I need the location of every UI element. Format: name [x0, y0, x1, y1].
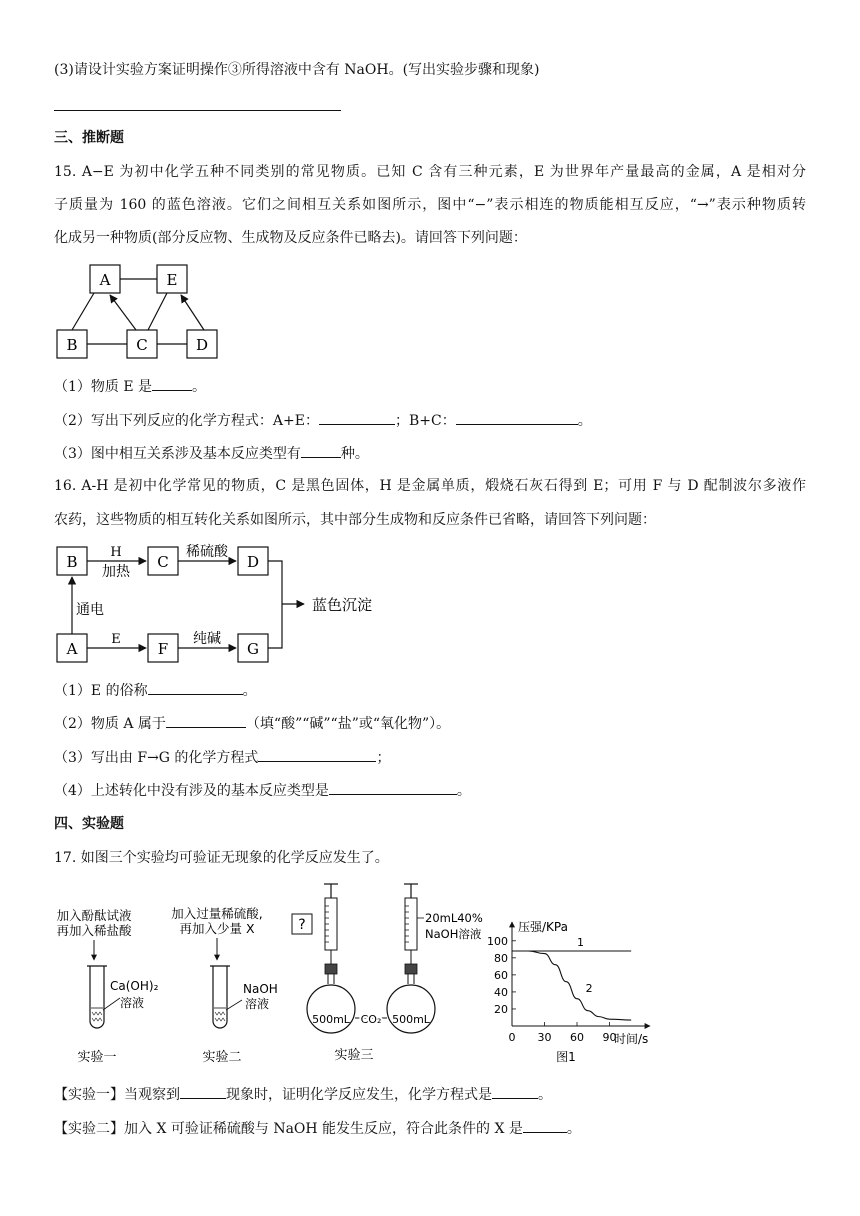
label-blue-precipitate: 蓝色沉淀: [312, 596, 373, 614]
q16-part3: （3）写出由 F→G 的化学方程式 ；: [54, 747, 806, 768]
gas-label: CO₂: [360, 1013, 382, 1026]
chart-y-tick-label: 80: [494, 951, 508, 965]
node-d: D: [195, 336, 209, 354]
chart-series-1-label: 1: [577, 936, 584, 950]
label-dilute-sulfuric-acid: 稀硫酸: [186, 544, 228, 560]
flask-volume-right: 500mL: [392, 1013, 430, 1026]
q15-relation-diagram: [54, 262, 224, 364]
section-heading-4: 四、实验题: [54, 816, 124, 832]
blank: [180, 1084, 226, 1099]
q16-part2: （2）物质 A 属于 （填“酸”“碱”“盐”或“氧化物”）。: [54, 713, 806, 734]
blank: [152, 376, 192, 391]
exp3-label: 实验三: [334, 1048, 374, 1063]
q15-part1: （1）物质 E 是 。: [54, 376, 806, 397]
q17-experiment-figure: [54, 876, 664, 1072]
node-b: B: [66, 336, 78, 354]
q16-part1: （1）E 的俗称 。: [54, 680, 806, 701]
chart-series-2-label: 2: [585, 981, 593, 995]
node-c: C: [136, 336, 148, 354]
node-c: C: [157, 553, 169, 571]
exp2-solution-formula: NaOH: [243, 982, 278, 996]
q16-conversion-diagram: [54, 542, 394, 667]
blank: [166, 713, 246, 728]
blank: [148, 680, 243, 695]
chart-y-tick-label: 100: [487, 934, 508, 948]
q16-line1: 16. A-H 是初中化学常见的物质，C 是黑色固体，H 是金属单质，煅烧石灰石得到 E；可用 F 与 D 配制波尔多液作: [54, 478, 806, 494]
label-e: E: [111, 632, 121, 647]
node-f: F: [157, 640, 169, 658]
label-soda-ash: 纯碱: [193, 631, 221, 647]
exp1-instruction-1: 加入酚酞试液: [56, 908, 132, 923]
q16-part4: （4）上述转化中没有涉及的基本反应类型是 。: [54, 780, 806, 801]
blank: [301, 443, 341, 458]
exp2-instruction-1: 加入过量稀硫酸,: [171, 906, 263, 921]
chart-x-tick-label: 0: [508, 1031, 516, 1044]
chart-x-tick-label: 30: [537, 1031, 552, 1044]
q15-part2: （2）写出下列反应的化学方程式：A+E： ；B+C： 。: [54, 410, 806, 431]
exp2-solution-word: 溶液: [245, 997, 270, 1011]
chart-x-tick-label: 60: [570, 1031, 584, 1044]
exp1-instruction-2: 再加入稀盐酸: [56, 923, 132, 938]
chart-series-2-line: [512, 951, 631, 1020]
chart-y-tick-label: 60: [494, 968, 508, 982]
q15-part3: （3）图中相互关系涉及基本反应类型有 种。: [54, 443, 806, 464]
answer-line: [54, 110, 341, 111]
q15-line1: 15. A−E 为初中化学五种不同类别的常见物质。已知 C 含有三种元素，E 为世界年产量最高的金属，A 是相对分: [54, 164, 806, 180]
exp1-label: 实验一: [77, 1050, 117, 1065]
blank: [329, 780, 457, 795]
exp3-reagent-concentration: 20mL40%: [425, 911, 483, 925]
label-h: H: [110, 545, 122, 560]
chart-y-axis-label: 压强/KPa: [518, 920, 568, 934]
label-heat: 加热: [102, 564, 130, 580]
q17-intro: 17. 如图三个实验均可验证无现象的化学反应发生了。: [54, 850, 389, 866]
blank: [456, 410, 578, 425]
chart-x-axis-label: 时间/s: [614, 1032, 649, 1046]
chart-x-tick-label: 90: [602, 1031, 617, 1044]
blank: [319, 410, 395, 425]
exp1-solution-formula: Ca(OH)₂: [110, 979, 159, 993]
node-b: B: [66, 553, 78, 571]
pressure-time-chart: [487, 920, 650, 1064]
chart-y-tick-label: 20: [494, 1002, 508, 1016]
chart-caption: 图1: [556, 1050, 576, 1064]
exp2-instruction-2: 再加入少量 X: [179, 921, 255, 936]
node-e: E: [166, 271, 178, 289]
exp3-reagent-name: NaOH溶液: [425, 927, 482, 941]
experiment-1: [56, 908, 158, 1065]
q16-line2: 农药，这些物质的相互转化关系如图所示，其中部分生成物和反应条件已省略，请回答下列问题：: [54, 512, 656, 528]
section-heading-3: 三、推断题: [54, 130, 124, 146]
q14-part3: (3)请设计实验方案证明操作③所得溶液中含有 NaOH。(写出实验步骤和现象): [54, 62, 540, 78]
chart-y-tick-label: 40: [494, 985, 508, 999]
unknown-reagent-mark: ?: [298, 917, 306, 933]
q17-exp1-question: 【实验一】当观察到 现象时，证明化学反应发生，化学方程式是 。: [54, 1084, 806, 1105]
blank: [492, 1084, 538, 1099]
node-g: G: [247, 640, 259, 658]
exp2-label: 实验二: [202, 1050, 242, 1065]
exp1-solution-word: 溶液: [120, 996, 145, 1010]
blank: [523, 1118, 567, 1133]
label-electrolysis: 通电: [76, 602, 104, 618]
blank: [258, 747, 376, 762]
node-d: D: [246, 553, 260, 571]
experiment-3: [292, 884, 483, 1063]
node-a: A: [66, 640, 78, 658]
experiment-2: [171, 906, 278, 1065]
q15-line3: 化成另一种物质(部分反应物、生成物及反应条件已略去)。请回答下列问题：: [54, 230, 527, 246]
q17-exp2-question: 【实验二】加入 X 可验证稀硫酸与 NaOH 能发生反应，符合此条件的 X 是 。: [54, 1118, 806, 1139]
q15-line2: 子质量为 160 的蓝色溶液。它们之间相互关系如图所示，图中“−”表示相连的物质能相互反应，“→”表示种物质转: [54, 197, 806, 213]
node-a: A: [99, 271, 111, 289]
flask-volume-left: 500mL: [312, 1013, 350, 1026]
